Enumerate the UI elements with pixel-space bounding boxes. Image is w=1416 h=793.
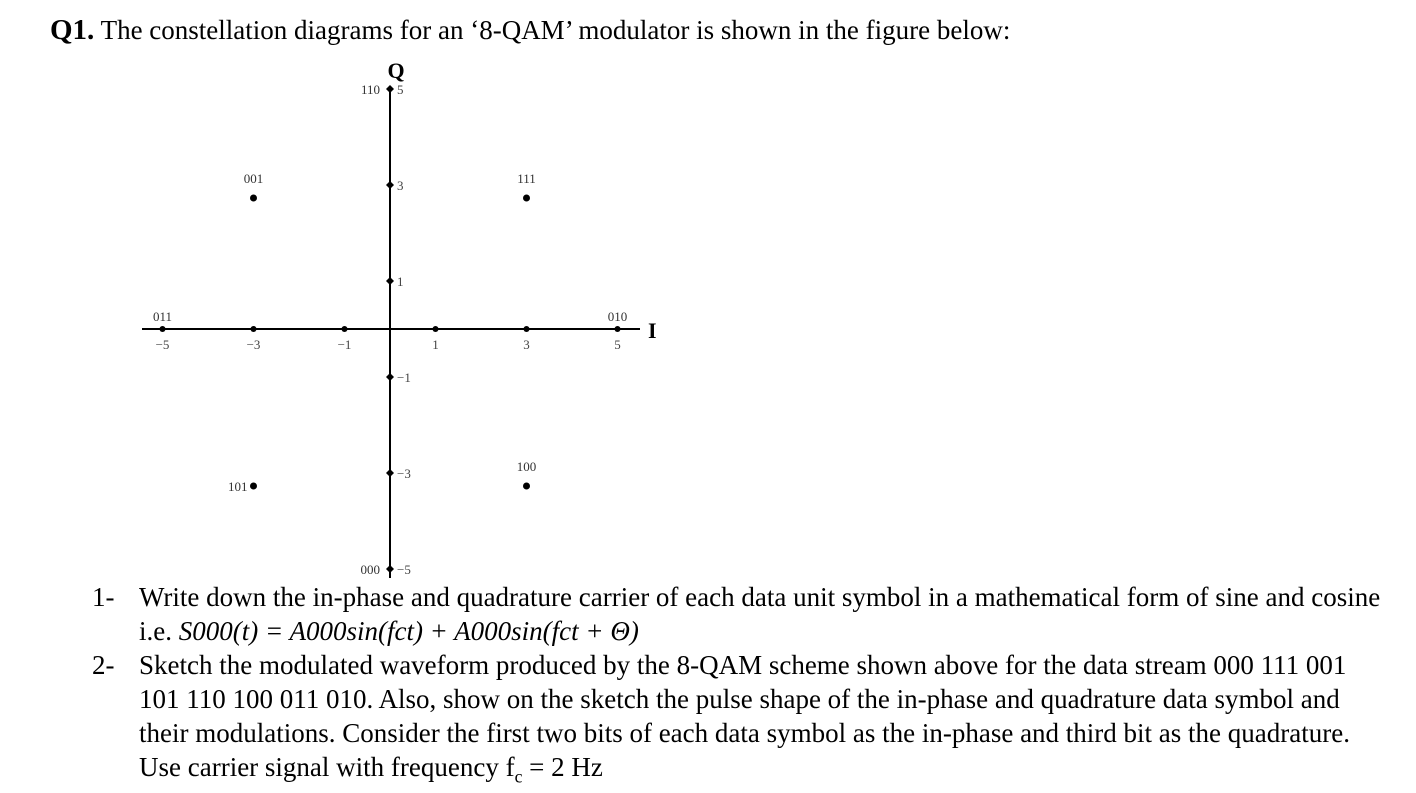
x-tick-mark-5 — [615, 326, 621, 332]
y-tick-label-3: −1 — [397, 370, 411, 385]
y-tick-label-1: 3 — [397, 178, 404, 193]
y-tick-mark-1 — [386, 181, 394, 189]
y-tick-mark-4 — [386, 469, 394, 477]
y-tick-mark-2 — [386, 277, 394, 285]
x-tick-mark-3 — [433, 326, 439, 332]
question-number: Q1. — [50, 14, 95, 46]
question-2-subscript: c — [514, 766, 523, 787]
x-tick-label-3: 1 — [432, 337, 439, 352]
x-tick-mark-0 — [160, 326, 166, 332]
question-1-number: 1- — [92, 582, 115, 612]
point-label-000: 000 — [360, 562, 380, 577]
point-label-100: 100 — [516, 459, 537, 474]
x-tick-mark-2 — [342, 326, 348, 332]
constellation-point-111 — [523, 195, 530, 202]
point-label-111: 111 — [517, 171, 536, 186]
point-label-010: 010 — [607, 309, 628, 324]
question-text: The constellation diagrams for an ‘8-QAM’ modulator is shown in the figure below: — [100, 15, 1011, 45]
question-list — [92, 580, 1382, 793]
point-label-101: 101 — [228, 479, 248, 494]
question-1-formula: S000(t) = A000sin(fct) + A000sin(fct + Θ) — [178, 616, 639, 646]
question-2-tail: = 2 Hz — [522, 752, 603, 782]
point-label-001: 001 — [243, 171, 264, 186]
constellation-point-001 — [250, 195, 257, 202]
q-axis-name: Q — [387, 58, 405, 83]
x-tick-label-1: −3 — [246, 337, 261, 352]
question-1-text: Write down the in-phase and quadrature carrier of each data unit symbol in a mathematical form of sine and cosine i.e. — [139, 582, 1381, 646]
question-2-text: Sketch the modulated waveform produced by the 8-QAM scheme shown above for the data stream 000 111 001 101 110 100 011 010. Also, show on the sketch the pulse shape of the in-phase and quadrature data symbol and their modulations. Consider the first two bits of each data symbol as the in-phase and third bit as the quadrature. Use carrier signal with frequency f — [139, 650, 1350, 782]
x-tick-label-0: −5 — [155, 337, 170, 352]
y-tick-mark-3 — [386, 373, 394, 381]
x-tick-mark-4 — [524, 326, 530, 332]
point-label-110: 110 — [360, 82, 380, 97]
x-tick-label-2: −1 — [337, 337, 352, 352]
constellation-point-101 — [250, 483, 257, 490]
y-tick-label-2: 1 — [397, 274, 404, 289]
y-tick-mark-5 — [386, 565, 394, 573]
question-item-1 — [92, 580, 1382, 648]
x-tick-label-4: 3 — [523, 337, 530, 352]
question-item-2 — [92, 648, 1382, 793]
x-tick-label-5: 5 — [614, 337, 621, 352]
y-tick-label-4: −3 — [397, 466, 411, 481]
x-tick-mark-1 — [251, 326, 257, 332]
y-tick-label-0: 5 — [397, 82, 404, 97]
y-tick-label-5: −5 — [397, 562, 411, 577]
question-2-number: 2- — [92, 650, 115, 680]
constellation-point-100 — [523, 483, 530, 490]
point-label-011: 011 — [152, 309, 173, 324]
i-axis-name: I — [648, 318, 657, 343]
y-tick-mark-0 — [386, 85, 394, 93]
